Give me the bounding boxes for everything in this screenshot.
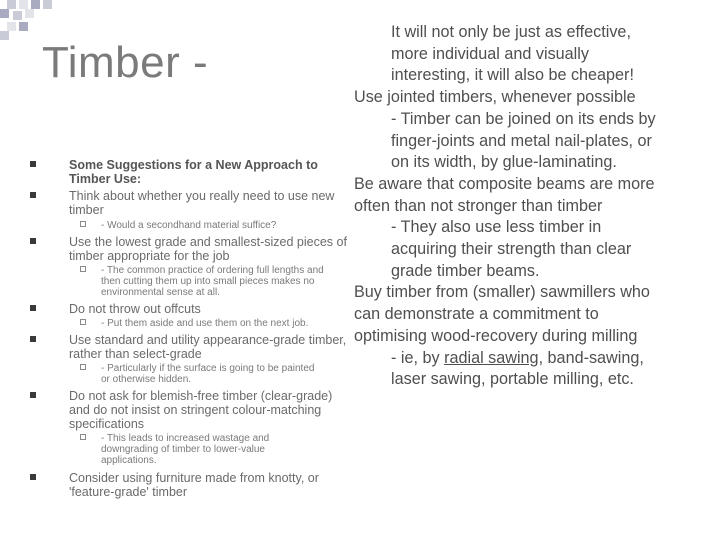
text-line: Use jointed timbers, whenever possible [354, 88, 636, 107]
square-bullet-icon [30, 474, 36, 480]
slide-title: Timber - [42, 38, 209, 87]
square-outline-bullet-icon [80, 221, 86, 227]
text-line: more individual and visually [391, 44, 589, 63]
text-line: finger-joints and metal nail-plates, or [391, 131, 652, 150]
text-line: - Timber can be joined on its ends by [391, 109, 656, 128]
text-line: interesting, it will also be cheaper! [391, 66, 634, 85]
square-outline-bullet-icon [80, 266, 86, 272]
text-line: laser sawing, portable milling, etc. [391, 370, 634, 389]
text-line: optimising wood-recovery during milling [354, 326, 638, 345]
square-outline-bullet-icon [80, 319, 86, 325]
square-bullet-icon [30, 161, 36, 167]
square-outline-bullet-icon [80, 364, 86, 370]
text-line: It will not only be just as effective, [391, 23, 631, 41]
square-bullet-icon [30, 336, 36, 342]
text-line: Be aware that composite beams are more [354, 174, 655, 193]
text-line: acquiring their strength than clear [391, 240, 632, 258]
square-outline-bullet-icon [80, 434, 86, 440]
text-line: Buy timber from (smaller) sawmillers who [354, 283, 650, 302]
square-bullet-icon [30, 392, 36, 398]
square-bullet-icon [30, 192, 36, 198]
text-line: on its width, by glue-laminating. [391, 153, 617, 172]
text-line: grade timber beams. [391, 261, 540, 280]
text-line: - ie, by radial sawing, band-sawing, [391, 348, 644, 367]
text-line: - They also use less timber in [391, 218, 602, 237]
text-line: often than not stronger than timber [354, 196, 603, 215]
square-bullet-icon [30, 305, 36, 311]
square-bullet-icon [30, 238, 36, 244]
text-line: can demonstrate a commitment to [354, 305, 599, 324]
corner-decoration [0, 0, 60, 40]
radial-sawing-link[interactable]: radial sawing [444, 348, 539, 367]
